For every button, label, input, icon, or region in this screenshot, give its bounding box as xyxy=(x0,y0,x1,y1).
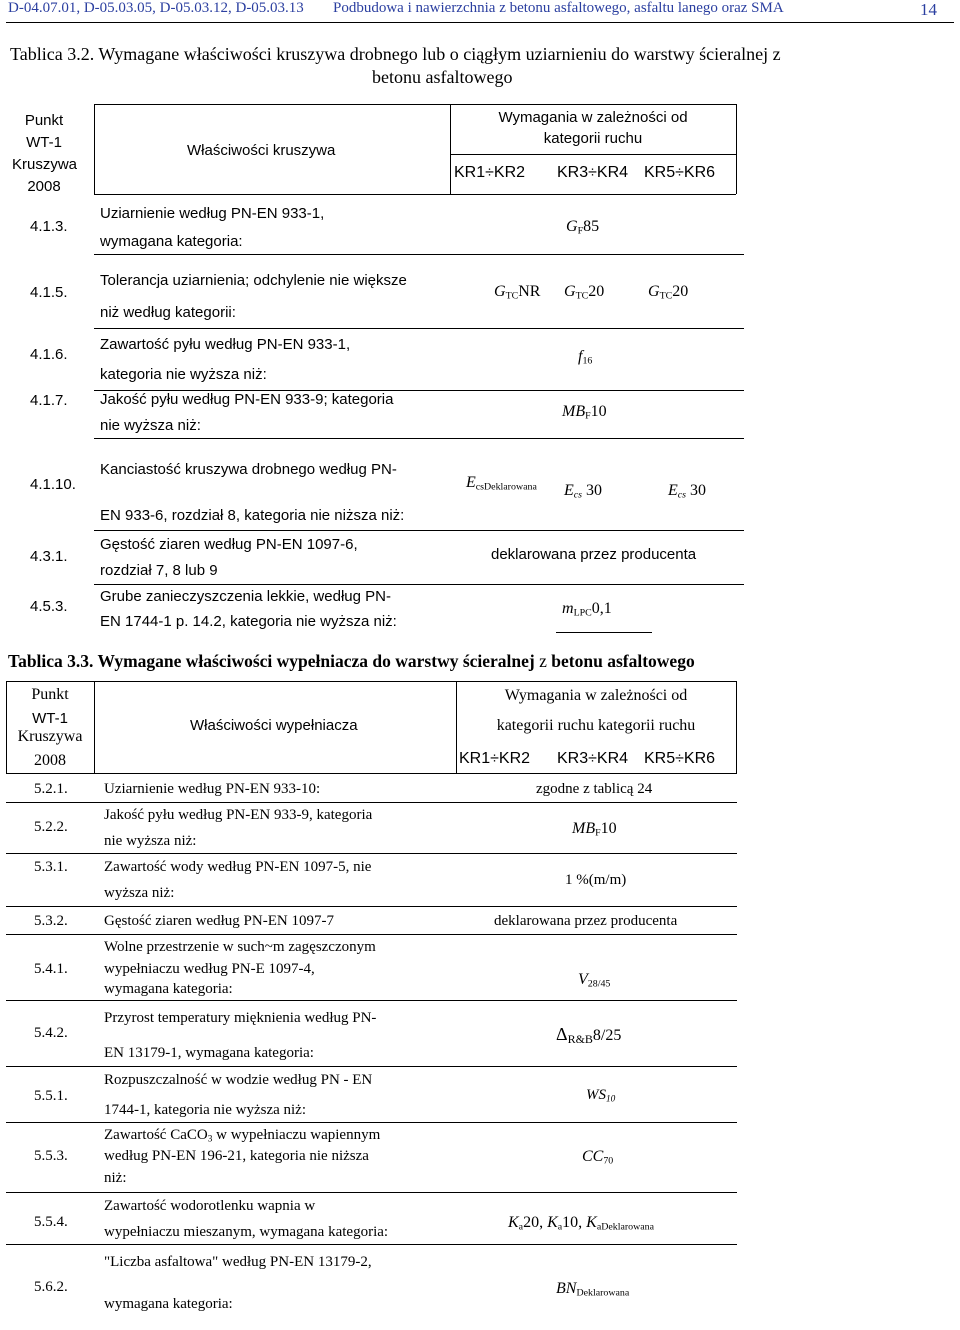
table32-punkt-header: Punkt WT-1 Kruszywa 2008 xyxy=(12,112,78,195)
t33-row10-prop2: wymagana kategoria: xyxy=(104,1296,233,1312)
t33-row8-prop1: Zawartość CaCO$_3$ w wypełniaczu wapiennym xyxy=(104,1127,381,1145)
t32-row6-punkt: 4.3.1. xyxy=(30,548,68,565)
t33-row6-prop1: Przyrost temperatury mięknienia według PN- xyxy=(104,1010,377,1026)
t33-row2-punkt: 5.2.2. xyxy=(34,819,68,835)
t32-row4-prop2: nie wyższa niż: xyxy=(100,417,201,434)
page-number: 14 xyxy=(920,0,937,19)
t33-row9-prop2: wypełniaczu mieszanym, wymagana kategoria: xyxy=(104,1224,389,1240)
t32-row3-prop2: kategoria nie wyższa niż: xyxy=(100,366,267,383)
t33-row7-punkt: 5.5.1. xyxy=(34,1088,68,1104)
t33-row8-prop2: według PN-EN 196-21, kategoria nie niższa xyxy=(104,1148,369,1164)
document-codes: D-04.07.01, D-05.03.05, D-05.03.12, D-05.03.13 xyxy=(8,0,304,16)
t32-row3-requirement: $f_{16}$ xyxy=(578,348,593,367)
t33-row2-prop1: Jakość pyłu według PN-EN 933-9, kategoria xyxy=(104,807,373,823)
table33-cat-kr1-kr2: KR1÷KR2 xyxy=(459,750,531,767)
t32-row6-requirement: deklarowana przez producenta xyxy=(491,546,697,563)
table33-punkt-header: Punkt WT-1 Kruszywa 2008 xyxy=(17,686,83,769)
t32-row2-punkt: 4.1.5. xyxy=(30,284,68,301)
t33-row8-prop3: niż: xyxy=(104,1170,127,1186)
t33-row3-prop1: Zawartość wody według PN-EN 1097-5, nie xyxy=(104,859,372,875)
t33-row4-punkt: 5.3.2. xyxy=(34,913,68,929)
table32-cat-kr3-kr4: KR3÷KR4 xyxy=(557,164,629,181)
table33-properties-header: Właściwości wypełniacza xyxy=(190,717,358,734)
t33-row5-prop2: wypełniaczu według PN-E 1097-4, xyxy=(104,961,315,977)
t32-row2-kr56: $G_{TC}20$ xyxy=(648,283,689,302)
t33-row1-requirement: zgodne z tablicą 24 xyxy=(536,781,653,797)
t33-row3-punkt: 5.3.1. xyxy=(34,859,68,875)
t33-row10-prop1: "Liczba asfaltowa" według PN-EN 13179-2, xyxy=(104,1254,372,1270)
t32-row1-punkt: 4.1.3. xyxy=(30,218,68,235)
t33-row10-requirement: $BN_{Deklarowana}$ xyxy=(556,1280,630,1299)
t32-row6-prop2: rozdział 7, 8 lub 9 xyxy=(100,562,218,579)
t33-row5-prop1: Wolne przestrzenie w such~m zagęszczonym xyxy=(104,939,376,955)
table33-requirements-header: Wymagania w zależności od xyxy=(504,687,688,704)
t33-row5-prop3: wymagana kategoria: xyxy=(104,981,233,997)
t33-row10-punkt: 5.6.2. xyxy=(34,1279,68,1295)
t33-row6-prop2: EN 13179-1, wymagana kategoria: xyxy=(104,1045,314,1061)
t32-row1-requirement: $G_F85$ xyxy=(566,218,600,237)
t33-row2-requirement: $MB_F10$ xyxy=(572,820,617,839)
t32-row4-punkt: 4.1.7. xyxy=(30,392,68,409)
table33-requirements-header-2: kategorii ruchu kategorii ruchu xyxy=(496,717,696,734)
table32-cat-kr5-kr6: KR5÷KR6 xyxy=(644,164,716,181)
t32-row5-punkt: 4.1.10. xyxy=(30,476,76,493)
table32-title-line1: Tablica 3.2. Wymagane właściwości kruszywa drobnego lub o ciągłym uziarnieniu do warstwy ścieralnej z xyxy=(10,44,781,64)
t32-row2-kr12: $G_{TC}NR$ xyxy=(494,283,541,302)
table32-title-line2: betonu asfaltowego xyxy=(372,67,513,87)
t32-row7-prop2: EN 1744-1 p. 14.2, kategoria nie wyższa niż: xyxy=(100,613,397,630)
t32-row5-kr56: $E_{cs}$ 30 xyxy=(668,482,707,501)
t32-row7-prop1: Grube zanieczyszczenia lekkie, według PN- xyxy=(100,588,391,605)
t32-row5-kr12: $E_{csDeklarowana}$ xyxy=(466,474,537,493)
t33-row4-prop1: Gęstość ziaren według PN-EN 1097-7 xyxy=(104,913,334,929)
t33-row9-punkt: 5.5.4. xyxy=(34,1214,68,1230)
t32-row2-prop1: Tolerancja uziarnienia; odchylenie nie większe xyxy=(100,272,407,289)
t32-row2-kr34: $G_{TC}20$ xyxy=(564,283,605,302)
t33-row2-prop2: nie wyższa niż: xyxy=(104,833,197,849)
t33-row8-punkt: 5.5.3. xyxy=(34,1148,68,1164)
t33-row9-prop1: Zawartość wodorotlenku wapnia w xyxy=(104,1198,316,1214)
t32-row3-prop1: Zawartość pyłu według PN-EN 933-1, xyxy=(100,336,351,353)
t33-row5-punkt: 5.4.1. xyxy=(34,961,68,977)
table33-cat-kr5-kr6: KR5÷KR6 xyxy=(644,750,716,767)
table33-title: Tablica 3.3. Wymagane właściwości wypełniacza do warstwy ścieralnej z betonu asfaltowego xyxy=(8,651,695,671)
table32-cat-kr1-kr2: KR1÷KR2 xyxy=(454,164,526,181)
t33-row3-prop2: wyższa niż: xyxy=(104,885,175,901)
table33-cat-kr3-kr4: KR3÷KR4 xyxy=(557,750,629,767)
t33-row7-prop1: Rozpuszczalność w wodzie według PN - EN xyxy=(104,1072,373,1088)
t33-row1-prop1: Uziarnienie według PN-EN 933-10: xyxy=(104,781,321,797)
t32-row6-prop1: Gęstość ziaren według PN-EN 1097-6, xyxy=(100,536,358,553)
t32-row3-punkt: 4.1.6. xyxy=(30,346,68,363)
t33-row7-requirement: $WS_{10}$ xyxy=(586,1087,616,1105)
t32-row5-kr34: $E_{cs}$ 30 xyxy=(564,482,603,501)
t33-row5-requirement: $V_{28/45}$ xyxy=(578,971,611,990)
t33-row7-prop2: 1744-1, kategoria nie wyższa niż: xyxy=(104,1102,307,1118)
t32-row1-prop1: Uziarnienie według PN-EN 933-1, xyxy=(100,205,325,222)
table32-requirements-header-2: kategorii ruchu xyxy=(543,130,643,147)
t32-row7-punkt: 4.5.3. xyxy=(30,598,68,615)
t32-row2-prop2: niż według kategorii: xyxy=(100,304,236,321)
t33-row3-requirement: 1 %(m/m) xyxy=(565,872,627,888)
t33-row4-requirement: deklarowana przez producenta xyxy=(494,913,678,929)
t32-row4-requirement: $MB_F10$ xyxy=(562,403,607,422)
t33-row6-requirement: $\Delta_{R\&B}8/25$ xyxy=(556,1024,622,1046)
t33-row6-punkt: 5.4.2. xyxy=(34,1025,68,1041)
header-rule xyxy=(6,22,954,23)
t32-row5-prop2: EN 933-6, rozdział 8, kategoria nie niższa niż: xyxy=(100,507,405,524)
t32-row4-prop1: Jakość pyłu według PN-EN 933-9; kategoria xyxy=(100,391,394,408)
table32-requirements-header: Wymagania w zależności od xyxy=(498,109,688,126)
t32-row5-prop1: Kanciastość kruszywa drobnego według PN- xyxy=(100,461,397,478)
t32-row1-prop2: wymagana kategoria: xyxy=(100,233,243,250)
t33-row9-requirement: $K_a20$, $K_a10$, $K_{aDeklarowana}$ xyxy=(508,1214,655,1233)
t33-row8-requirement: $CC_{70}$ xyxy=(582,1148,614,1167)
t33-row1-punkt: 5.2.1. xyxy=(34,781,68,797)
t32-row7-requirement: $m_{LPC}0,1$ xyxy=(562,600,612,619)
document-subject: Podbudowa i nawierzchnia z betonu asfaltowego, asfaltu lanego oraz SMA xyxy=(333,0,784,16)
table32-properties-header: Właściwości kruszywa xyxy=(187,142,336,159)
